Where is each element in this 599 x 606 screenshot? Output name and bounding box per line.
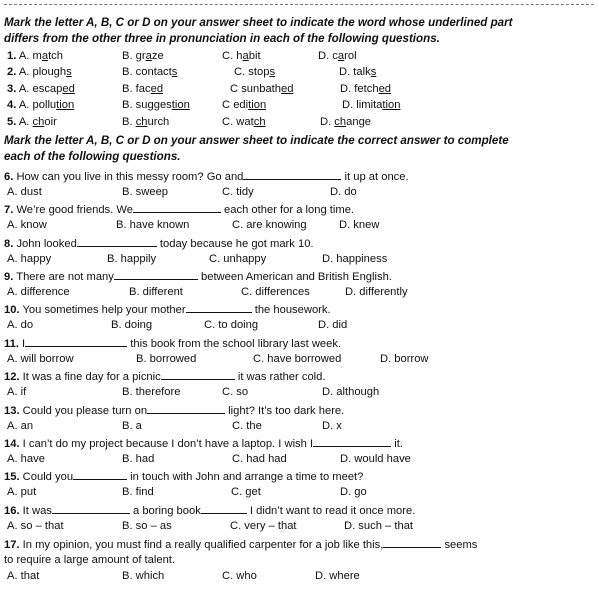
answer-option-a[interactable] xyxy=(7,49,63,63)
underlined-sound: tion xyxy=(56,99,75,111)
pronunciation-question xyxy=(4,65,594,79)
question-stem xyxy=(4,537,477,552)
answer-options xyxy=(4,218,594,232)
question-stem xyxy=(4,369,326,384)
answer-option-d[interactable]: D. would have xyxy=(340,453,411,465)
pronunciation-question xyxy=(4,98,594,112)
question-stem xyxy=(4,336,341,351)
question-text: Could you please turn on xyxy=(19,405,148,417)
option-text: tch xyxy=(48,50,64,62)
question-number: 4. xyxy=(7,99,17,111)
answer-option-c[interactable] xyxy=(230,82,293,96)
option-text: B. gr xyxy=(122,50,146,62)
question-text: I xyxy=(18,338,26,350)
question-number: 7. xyxy=(4,204,14,216)
underlined-sound: ed xyxy=(281,83,294,95)
answer-option-a[interactable]: A. do xyxy=(7,319,34,331)
answer-option-d[interactable] xyxy=(339,65,376,79)
question-number: 1. xyxy=(7,50,17,62)
answer-option-d[interactable] xyxy=(320,115,371,129)
question-number: 5. xyxy=(7,116,17,128)
underlined-sound: tion xyxy=(382,99,401,111)
question-number: 8. xyxy=(4,238,14,250)
question-text: You sometimes help your mother xyxy=(19,304,186,316)
option-text: A. escap xyxy=(18,83,63,95)
answer-blank xyxy=(186,302,252,313)
option-text: A. m xyxy=(18,50,42,62)
answer-blank xyxy=(114,269,198,280)
answer-option-d[interactable]: D. go xyxy=(340,486,367,498)
underlined-sound: ed xyxy=(150,83,164,95)
answer-option-a[interactable]: A. put xyxy=(7,486,37,498)
answer-option-d[interactable]: D. x xyxy=(322,420,342,432)
answer-option-b[interactable]: B. doing xyxy=(111,319,153,331)
option-text: D. talk xyxy=(339,66,371,78)
answer-options xyxy=(4,385,594,399)
question-text: John looked xyxy=(13,238,77,250)
answer-option-d[interactable] xyxy=(342,98,400,112)
answer-blank xyxy=(52,503,130,514)
question-stem xyxy=(4,469,363,484)
question-number: 17. xyxy=(4,539,20,551)
answer-option-a[interactable] xyxy=(7,98,74,112)
answer-option-b[interactable] xyxy=(122,115,169,129)
option-text: B. contact xyxy=(122,66,172,78)
option-text: B. sugges xyxy=(122,99,172,111)
underlined-sound: ch xyxy=(32,116,45,128)
question-text: seems xyxy=(441,539,478,551)
answer-options xyxy=(4,569,594,583)
underlined-sound: s xyxy=(370,66,377,78)
answer-blank xyxy=(161,369,235,380)
answer-option-c[interactable]: C. who xyxy=(222,570,257,582)
underlined-sound: ch xyxy=(253,116,266,128)
underlined-sound: a xyxy=(41,50,49,62)
answer-option-b[interactable]: B. happily xyxy=(107,253,157,265)
option-text: B. fac xyxy=(122,83,151,95)
answer-options xyxy=(4,452,594,466)
answer-option-a[interactable]: A. an xyxy=(7,420,34,432)
question-text: in touch with John and arrange a time to meet? xyxy=(127,471,364,483)
underlined-sound: ed xyxy=(62,83,75,95)
option-text: D. xyxy=(320,116,335,128)
answer-option-b[interactable]: B. find xyxy=(122,486,154,498)
question-text: this book from the school library last week. xyxy=(127,338,342,350)
answer-options xyxy=(4,185,594,199)
question-text: a boring book xyxy=(129,505,201,517)
answer-option-c[interactable]: C. so xyxy=(222,386,249,398)
answer-option-b[interactable]: B. so – as xyxy=(122,520,172,532)
answer-options xyxy=(4,318,594,332)
underlined-sound: s xyxy=(171,66,178,78)
underlined-sound: a xyxy=(337,50,345,62)
answer-option-c[interactable]: C. to doing xyxy=(204,319,259,331)
answer-option-b[interactable]: B. borrowed xyxy=(136,353,197,365)
underlined-sound: ed xyxy=(378,83,392,95)
answer-option-c[interactable]: C. tidy xyxy=(222,186,254,198)
option-text: C edi xyxy=(222,99,249,111)
answer-option-a[interactable]: A. happy xyxy=(7,253,52,265)
underlined-sound: a xyxy=(145,50,152,62)
answer-option-d[interactable]: D. although xyxy=(322,386,380,398)
question-text: between American and British English. xyxy=(197,271,392,283)
option-text: ze xyxy=(151,50,164,62)
question-text: I can’t do my project because I don’t have a laptop. I wish I xyxy=(19,438,314,450)
answer-option-c[interactable]: C. differences xyxy=(241,286,310,298)
answer-option-b[interactable] xyxy=(122,65,177,79)
underlined-sound: s xyxy=(66,66,72,78)
question-text: Could you xyxy=(19,471,74,483)
pronunciation-question xyxy=(4,49,594,63)
question-text: each other for a long time. xyxy=(220,204,355,216)
answer-option-d[interactable]: D. knew xyxy=(339,219,380,231)
question-stem xyxy=(4,169,409,184)
answer-option-b[interactable]: B. different xyxy=(129,286,183,298)
answer-option-d[interactable] xyxy=(318,49,357,63)
instruction-2-line-2: each of the following questions. xyxy=(4,150,181,163)
underlined-sound: tion xyxy=(171,99,190,111)
question-number: 6. xyxy=(4,171,14,183)
option-text: oir xyxy=(44,116,57,128)
underlined-sound: a xyxy=(242,50,249,62)
question-stem xyxy=(4,503,415,518)
answer-option-c[interactable]: C. very – that xyxy=(230,520,297,532)
option-text: C. wat xyxy=(222,116,254,128)
underlined-sound: s xyxy=(269,66,276,78)
instruction-1-line-2: differs from the other three in pronunciation in each of the following questions. xyxy=(4,32,440,45)
answer-option-c[interactable]: C. have borrowed xyxy=(253,353,342,365)
option-text: ange xyxy=(346,116,372,128)
answer-option-d[interactable]: D. did xyxy=(318,319,348,331)
answer-option-a[interactable] xyxy=(7,115,57,129)
question-continuation: to require a large amount of talent. xyxy=(4,554,176,566)
answer-option-d[interactable]: D. happiness xyxy=(322,253,388,265)
answer-blank xyxy=(201,503,247,514)
answer-blank xyxy=(383,537,441,548)
answer-blank xyxy=(133,202,221,213)
option-text: A. plough xyxy=(18,66,67,78)
question-number: 12. xyxy=(4,371,20,383)
instruction-2-line-1: Mark the letter A, B, C or D on your answer sheet to indicate the correct answer to complete xyxy=(4,134,509,147)
question-number: 9. xyxy=(4,271,14,283)
answer-option-a[interactable]: A. if xyxy=(7,386,27,398)
answer-blank xyxy=(243,169,341,180)
answer-option-a[interactable]: A. have xyxy=(7,453,45,465)
answer-option-a[interactable] xyxy=(7,65,72,79)
answer-option-b[interactable]: B. sweep xyxy=(122,186,169,198)
question-stem xyxy=(4,436,403,451)
answer-option-a[interactable]: A. difference xyxy=(7,286,70,298)
question-number: 2. xyxy=(7,66,17,78)
option-text: C. h xyxy=(222,50,243,62)
answer-option-b[interactable] xyxy=(122,82,163,96)
answer-option-c[interactable]: C. get xyxy=(231,486,261,498)
question-stem xyxy=(4,269,392,284)
answer-option-b[interactable]: B. which xyxy=(122,570,165,582)
answer-option-a[interactable]: A. dust xyxy=(7,186,42,198)
question-text: It was a fine day for a picnic xyxy=(19,371,161,383)
answer-option-a[interactable] xyxy=(7,82,75,96)
underlined-sound: ch xyxy=(135,116,148,128)
answer-option-c[interactable] xyxy=(234,65,275,79)
question-number: 13. xyxy=(4,405,20,417)
question-text: it was rather cold. xyxy=(234,371,326,383)
question-text: It was xyxy=(19,505,52,517)
answer-option-b[interactable]: B. had xyxy=(122,453,155,465)
answer-options xyxy=(4,519,594,533)
answer-option-c[interactable]: C. are knowing xyxy=(232,219,307,231)
answer-blank xyxy=(313,436,391,447)
question-stem xyxy=(4,202,354,217)
answer-options xyxy=(4,285,594,299)
answer-option-b[interactable] xyxy=(122,98,190,112)
option-text: C sunbath xyxy=(230,83,281,95)
answer-options xyxy=(4,252,594,266)
answer-option-b[interactable]: B. therefore xyxy=(122,386,181,398)
option-text: D. limita xyxy=(342,99,383,111)
answer-blank xyxy=(147,403,225,414)
option-text: D. c xyxy=(318,50,338,62)
question-stem xyxy=(4,236,314,251)
answer-option-a[interactable]: A. will borrow xyxy=(7,353,74,365)
answer-option-b[interactable] xyxy=(122,49,164,63)
question-number: 10. xyxy=(4,304,20,316)
answer-option-d[interactable]: D. differently xyxy=(345,286,408,298)
question-text: We’re good friends. We xyxy=(13,204,133,216)
underlined-sound: tion xyxy=(248,99,267,111)
underlined-sound: ch xyxy=(334,116,347,128)
answer-blank xyxy=(25,336,127,347)
answer-option-a[interactable]: A. so – that xyxy=(7,520,64,532)
answer-option-a[interactable]: A. know xyxy=(7,219,47,231)
answer-blank xyxy=(73,469,127,480)
question-text: the housework. xyxy=(251,304,331,316)
question-number: 11. xyxy=(4,338,19,350)
option-text: A. pollu xyxy=(18,99,57,111)
answer-option-c[interactable] xyxy=(222,49,261,63)
question-text: light? It’s too dark here. xyxy=(225,405,345,417)
answer-option-a[interactable]: A. that xyxy=(7,570,40,582)
question-text: it up at once. xyxy=(341,171,409,183)
answer-options xyxy=(4,352,594,366)
question-stem xyxy=(4,302,331,317)
answer-option-c[interactable]: C. unhappy xyxy=(209,253,267,265)
option-text: rol xyxy=(344,50,357,62)
question-number: 3. xyxy=(7,83,17,95)
question-number: 15. xyxy=(4,471,20,483)
option-text: urch xyxy=(147,116,170,128)
answer-option-d[interactable]: D. borrow xyxy=(380,353,429,365)
question-text: today because he got mark 10. xyxy=(156,238,314,250)
option-text: bit xyxy=(248,50,261,62)
question-stem xyxy=(4,403,344,418)
instruction-1-line-1: Mark the letter A, B, C or D on your answer sheet to indicate the word whose underlined part xyxy=(4,16,513,29)
question-text: In my opinion, you must find a really qualified carpenter for a job like this, xyxy=(19,539,384,551)
question-text: I didn’t want to read it once more. xyxy=(246,505,416,517)
dashed-top-border xyxy=(4,4,594,5)
answer-option-b[interactable]: B. a xyxy=(122,420,142,432)
answer-option-d[interactable] xyxy=(340,82,391,96)
option-text: D. fetch xyxy=(340,83,379,95)
question-text: How can you live in this messy room? Go and xyxy=(13,171,244,183)
pronunciation-question xyxy=(4,115,594,129)
answer-blank xyxy=(77,236,157,247)
answer-options xyxy=(4,485,594,499)
question-number: 14. xyxy=(4,438,20,450)
answer-option-c[interactable] xyxy=(222,115,266,129)
question-text: it. xyxy=(391,438,403,450)
option-text: A. xyxy=(18,116,33,128)
pronunciation-question xyxy=(4,82,594,96)
answer-option-c[interactable]: C. the xyxy=(232,420,262,432)
answer-options xyxy=(4,419,594,433)
option-text: C. stop xyxy=(234,66,270,78)
answer-option-d[interactable]: D. such – that xyxy=(344,520,414,532)
answer-option-c[interactable]: C. had had xyxy=(232,453,287,465)
answer-option-d[interactable]: D. do xyxy=(330,186,357,198)
option-text: B. xyxy=(122,116,136,128)
answer-option-b[interactable]: B. have known xyxy=(116,219,190,231)
answer-option-c[interactable] xyxy=(222,98,266,112)
question-text: There are not many xyxy=(13,271,114,283)
question-number: 16. xyxy=(4,505,20,517)
answer-option-d[interactable]: D. where xyxy=(315,570,360,582)
